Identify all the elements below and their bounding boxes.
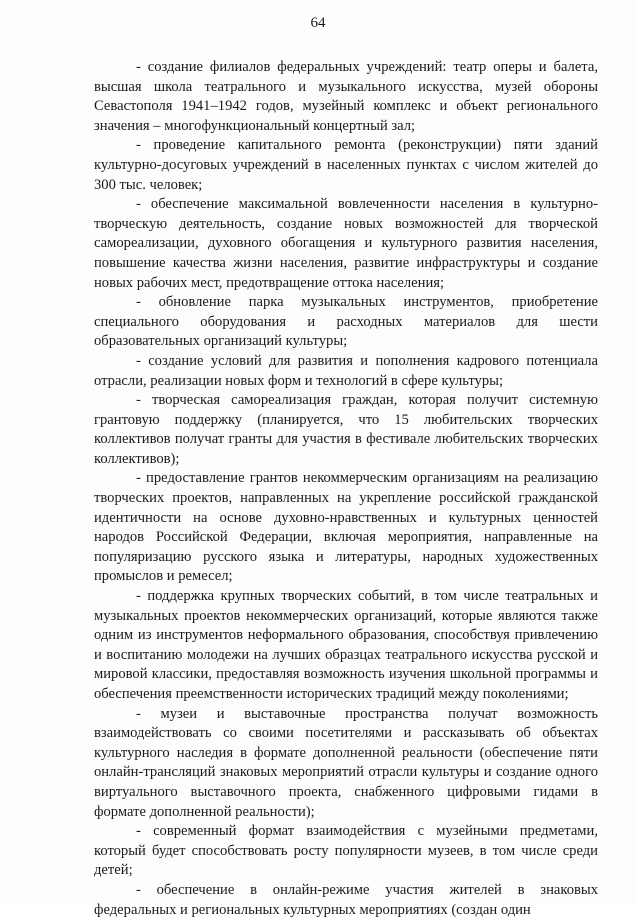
list-item: - создание условий для развития и пополнения кадрового потенциала отрасли, реализации новых форм и технологий в сфере культуры; bbox=[94, 352, 598, 389]
list-item: - создание филиалов федеральных учреждений: театр оперы и балета, высшая школа театрального и музыкального искусства, музей обороны Севастополя 1941–1942 годов, музейный комплекс и объект регионального значения – многофункциональный концертный зал; bbox=[94, 59, 598, 134]
list-item: - обеспечение в онлайн-режиме участия жителей в знаковых федеральных и региональных культурных мероприятиях (создан один bbox=[94, 881, 598, 918]
list-item: - предоставление грантов некоммерческим организациям на реализацию творческих проектов, направленных на укрепление российской гражданской идентичности на основе духовно-нравственных и культурных ценностей народов Российской Федерации, включая мероприятия, направленные на популяризацию русского языка и литературы, народных художественных промыслов и ремесел; bbox=[94, 470, 598, 585]
list-item: - музеи и выставочные пространства получат возможность взаимодействовать со своими посетителями и рассказывать об объектах культурного наследия в формате дополненной реальности (обеспечение пяти онлайн-трансляций знаковых мероприятий отрасли культуры и создание одного виртуального выставочного проекта, снабженного цифровыми гидами в формате дополненной реальности); bbox=[94, 705, 598, 820]
list-item: - обновление парка музыкальных инструментов, приобретение специального оборудования и расходных материалов для шести образовательных организаций культуры; bbox=[94, 294, 598, 350]
list-item: - современный формат взаимодействия с музейными предметами, который будет способствовать росту популярности музеев, в том числе среди детей; bbox=[94, 823, 598, 879]
list-item: - проведение капитального ремонта (реконструкции) пяти зданий культурно-досуговых учреждений в населенных пунктах с числом жителей до 300 тыс. человек; bbox=[94, 137, 598, 193]
list-item: - творческая самореализация граждан, которая получит системную грантовую поддержку (планируется, что 15 любительских творческих коллективов получат гранты для участия в фестивале любительских творческих коллективов); bbox=[94, 392, 598, 467]
document-body bbox=[94, 58, 598, 920]
page-number: 64 bbox=[310, 15, 326, 31]
list-item: - обеспечение максимальной вовлеченности населения в культурно-творческую деятельность, создание новых возможностей для творческой самореализации, духовного обогащения и культурного развития населения, повышение качества жизни населения, развитие инфраструктуры и создание новых рабочих мест, предотвращение оттока населения; bbox=[94, 196, 598, 291]
list-item: - поддержка крупных творческих событий, в том числе театральных и музыкальных проектов некоммерческих организаций, которые являются также одним из инструментов неформального образования, способствуя привлечению и воспитанию молодежи на лучших образцах театрального искусства русской и мировой классики, предоставляя возможность изучения школьной программы и обеспечения преемственности исторических традиций между поколениями; bbox=[94, 588, 598, 702]
